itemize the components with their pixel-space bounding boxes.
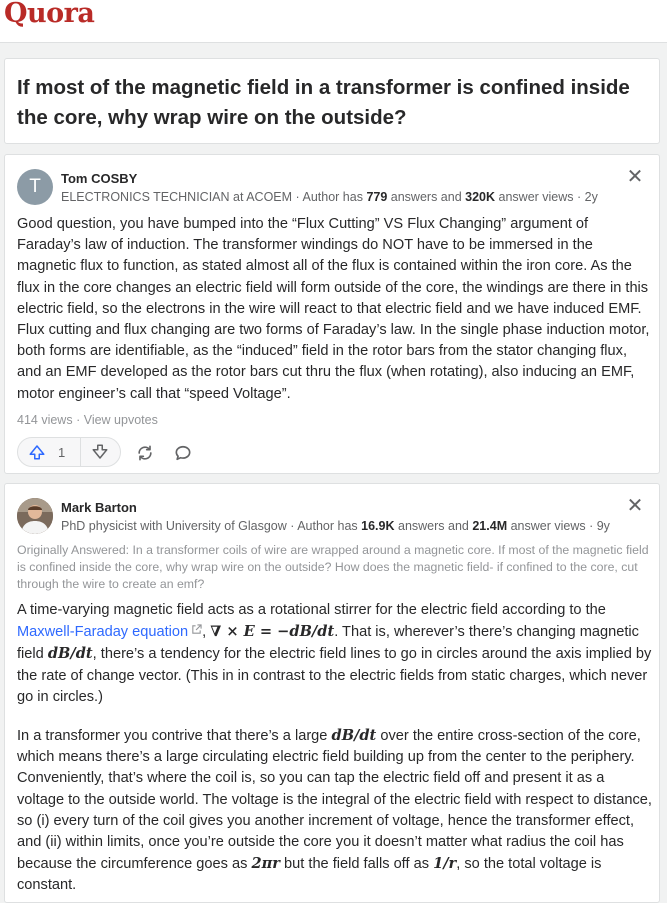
quora-logo[interactable]: Quora xyxy=(4,0,95,29)
answer-card xyxy=(4,483,660,903)
author-credential: ELECTRONICS TECHNICIAN at ACOEM · Author has 779 answers and 320K answer views · 2y xyxy=(61,190,598,204)
view-upvotes-link[interactable]: View upvotes xyxy=(83,413,158,427)
author-name[interactable]: Tom COSBY xyxy=(61,171,138,186)
comment-icon[interactable] xyxy=(173,443,193,463)
external-link-icon[interactable] xyxy=(191,624,202,635)
author-credential: PhD physicist with University of Glasgow · Author has 16.9K answers and 21.4M answer views · 9y xyxy=(61,519,610,533)
avatar-letter: T xyxy=(29,176,41,197)
close-icon[interactable]: ✕ xyxy=(626,495,644,517)
answers-count: 16.9K xyxy=(361,519,395,533)
answer-card xyxy=(4,154,660,474)
answer-paragraph-2 xyxy=(17,725,653,897)
answer-body: Good question, you have bumped into the “Flux Cutting” VS Flux Changing” argument of Faraday’s law of induction. The transformer windings do NOT have to be immersed in the magnetic flux to function, as stated almost all of the flux is contained within the iron core. As the flux in the core changes an electric field will form outside of the core, the windings are there in this electric field, so the electrons in the wire will react to that electric field and we have induced EMF. Flux cutting and flux changing are two forms of Faraday’s law. In the single phase induction motor, both forms are identifiable, as the “induced” field in the rotor bars from the stator changing flux, and an EMF developed as the rotor bars cut thru the flux (when rotating), also inducing an EMF, motor engineer’s call that “speed Voltage”. xyxy=(17,216,650,402)
p2-end-text: , so the total voltage is constant. xyxy=(17,856,602,894)
answers-count: 779 xyxy=(366,190,388,204)
p2-mid2-text: but the field falls off as xyxy=(284,856,429,873)
top-bar xyxy=(0,0,667,43)
upvote-count: 1 xyxy=(58,445,66,460)
views-count: 21.4M xyxy=(472,519,508,533)
answer-paragraph-1: A time-varying magnetic field acts as a rotational stirrer for the electric field according to the Maxwell-Faraday equation , ∇ × E = −dB/dt. That is, wherever’s there’s changing magnetic field dB/dt, there’s a tendency for the electric field lines to go in circles around the axis implied by the rate of change vector. (This in in contrast to the electric fields from static charges, which never go in circles.) xyxy=(17,602,652,705)
p2-start-text: In a transformer you contrive that there’s a large xyxy=(17,728,328,744)
views-label: answer views xyxy=(510,519,586,533)
share-icon[interactable] xyxy=(135,443,155,463)
originally-answered[interactable]: Originally Answered: In a transformer coils of wire are wrapped around a magnetic core. If most of the magnetic field is confined inside the core, why wrap wire on the outside? How does the magnetic field- if confined to the core, cut through the wire to create an emf? xyxy=(17,543,649,591)
question-title[interactable]: If most of the magnetic field in a transformer is confined inside the core, why wrap wire on the outside? xyxy=(17,76,630,129)
upvote-arrow-icon xyxy=(28,443,46,461)
close-icon[interactable]: ✕ xyxy=(626,166,644,188)
dbdt-math: dB/dt xyxy=(47,645,93,663)
maxwell-faraday-link[interactable]: Maxwell-Faraday equation xyxy=(17,624,189,641)
author-name[interactable]: Mark Barton xyxy=(61,500,137,515)
author-has-label: Author has xyxy=(297,519,358,533)
views-label: answer views xyxy=(498,190,574,204)
answers-label: answers and xyxy=(398,519,469,533)
p2-mid-text: over the entire cross-section of the core, which means there’s a large circulating electric field building up from the center to the periphery. Conveniently, that’s where the coil is, so you can tap the electric field off and present it as a voltage to the outside world. The voltage is the integral of the electric field with respect to distance, so (i) every turn of the coil gives you another increment of voltage, hence the transformer effect, and (ii) within limits, once you’re outside the core you it doesn’t matter what radius the coil has because the circumference goes as xyxy=(17,728,652,873)
p1-end-text: , there’s a tendency for the electric field lines to go in circles around the axis implied by the rate of change vector. (This in in contrast to the electric fields from static charges, which never go in circles.) xyxy=(17,646,652,705)
dbdt-math: dB/dt xyxy=(331,727,377,744)
answer-age[interactable]: 9y xyxy=(596,519,610,533)
views-count: 320K xyxy=(465,190,496,204)
answer-meta: 414 views · View upvotes xyxy=(17,413,158,427)
author-has-label: Author has xyxy=(302,190,363,204)
avatar-photo-icon xyxy=(17,498,53,534)
p1-start-text: A time-varying magnetic field acts as a rotational stirrer for the electric field according to the xyxy=(17,602,606,618)
upvote-button[interactable] xyxy=(18,438,81,466)
avatar[interactable] xyxy=(17,498,53,534)
credential-text[interactable]: PhD physicist with University of Glasgow xyxy=(61,519,287,533)
one-over-r-math: 1/r xyxy=(433,855,457,873)
answers-label: answers and xyxy=(390,190,462,204)
downvote-arrow-icon xyxy=(91,443,109,461)
views-text: 414 views xyxy=(17,413,73,427)
vote-group xyxy=(17,437,121,467)
avatar[interactable] xyxy=(17,169,53,205)
downvote-button[interactable] xyxy=(81,438,120,466)
question-card xyxy=(4,58,660,144)
p1-mid-text: . That is, wherever’s there’s changing magnetic field xyxy=(17,624,639,663)
credential-text[interactable]: ELECTRONICS TECHNICIAN at ACOEM xyxy=(61,190,293,204)
answer-age[interactable]: 2y xyxy=(584,190,598,204)
curl-equation: ∇ × E = −dB/dt xyxy=(210,623,335,641)
two-pi-r-math: 2πr xyxy=(251,855,280,873)
